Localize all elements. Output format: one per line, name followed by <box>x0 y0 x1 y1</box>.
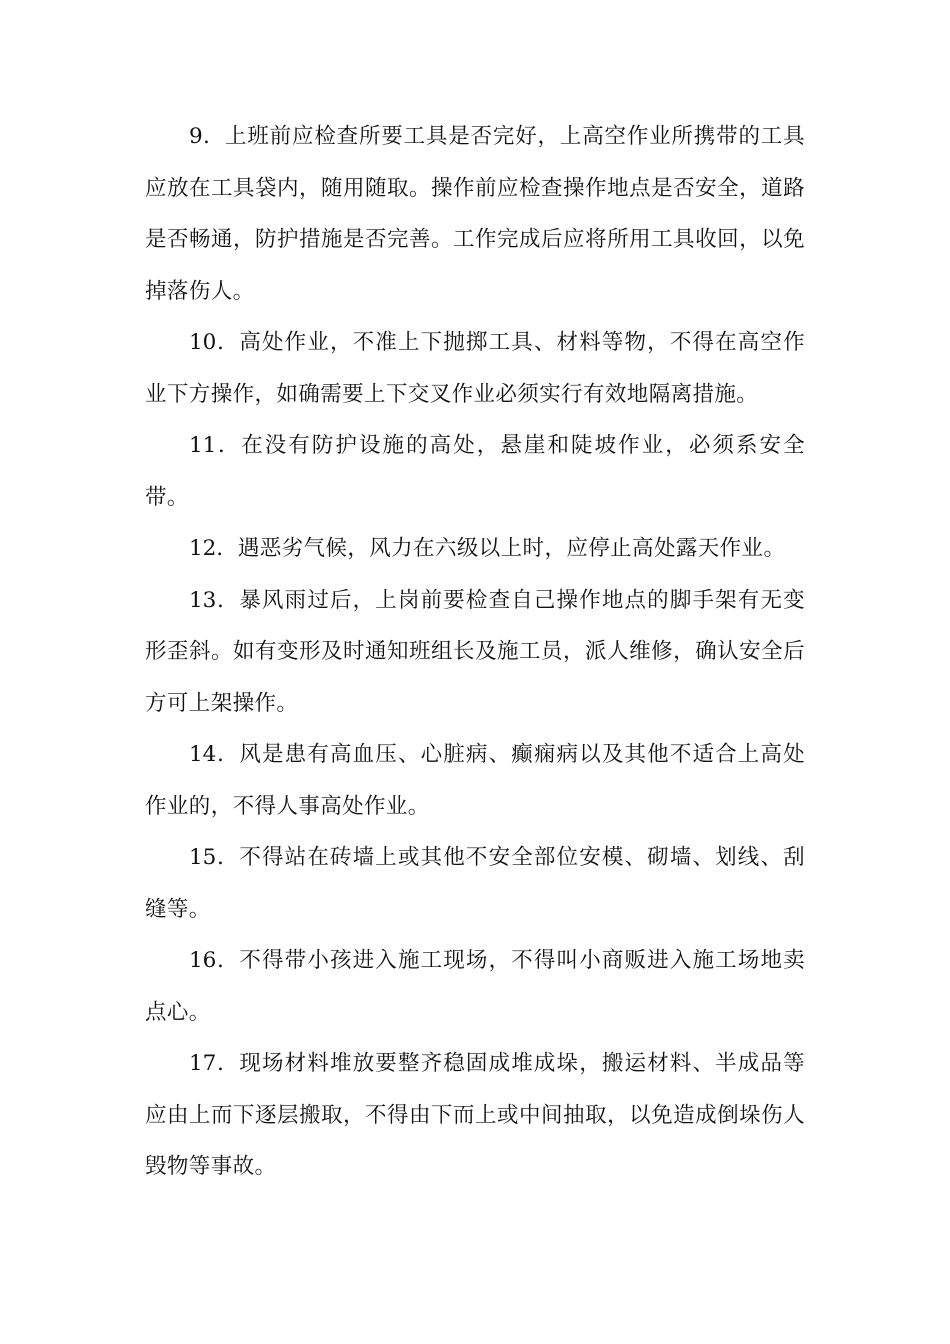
paragraph-text: 不得带小孩进入施工现场，不得叫小商贩进入施工场地卖点心。 <box>145 948 805 1025</box>
paragraph-text: 高处作业，不准上下抛掷工具、材料等物，不得在高空作业下方操作，如确需要上下交叉作业必须实行有效地隔离措施。 <box>145 330 805 407</box>
paragraph-item-15 <box>145 832 805 935</box>
paragraph-item-10 <box>145 317 805 420</box>
item-number: 15． <box>189 845 240 870</box>
paragraph-text: 现场材料堆放要整齐稳固成堆成垛，搬运材料、半成品等应由上而下逐层搬取，不得由下而上或中间抽取，以免造成倒垛伤人毁物等事故。 <box>145 1051 805 1179</box>
item-number: 12． <box>189 536 238 561</box>
paragraph-item-16 <box>145 935 805 1038</box>
item-number: 10． <box>189 330 240 355</box>
item-number: 9． <box>189 124 226 149</box>
paragraph-item-12 <box>145 523 805 575</box>
item-number: 14． <box>189 742 240 767</box>
paragraph-item-17 <box>145 1038 805 1193</box>
paragraph-item-13 <box>145 575 805 730</box>
paragraph-text: 遇恶劣气候，风力在六级以上时，应停止高处露天作业。 <box>237 536 786 561</box>
paragraph-text: 在没有防护设施的高处，悬崖和陡坡作业，必须系安全带。 <box>145 433 805 510</box>
document-body <box>145 111 805 1193</box>
item-number: 16． <box>189 948 240 973</box>
paragraph-text: 不得站在砖墙上或其他不安全部位安模、砌墙、划线、刮缝等。 <box>145 845 805 922</box>
paragraph-text: 上班前应检查所要工具是否完好，上高空作业所携带的工具应放在工具袋内，随用随取。操作前应检查操作地点是否安全，道路是否畅通，防护措施是否完善。工作完成后应将所用工具收回，以免掉落伤人。 <box>145 124 805 304</box>
paragraph-text: 风是患有高血压、心脏病、癫痫病以及其他不适合上高处作业的，不得人事高处作业。 <box>145 742 805 819</box>
paragraph-item-9 <box>145 111 805 317</box>
paragraph-item-11 <box>145 420 805 523</box>
paragraph-text: 暴风雨过后，上岗前要检查自己操作地点的脚手架有无变形歪斜。如有变形及时通知班组长及施工员，派人维修，确认安全后方可上架操作。 <box>145 587 805 716</box>
paragraph-item-14 <box>145 729 805 832</box>
item-number: 17． <box>189 1051 240 1076</box>
item-number: 13． <box>189 587 240 613</box>
item-number: 11． <box>189 433 242 458</box>
